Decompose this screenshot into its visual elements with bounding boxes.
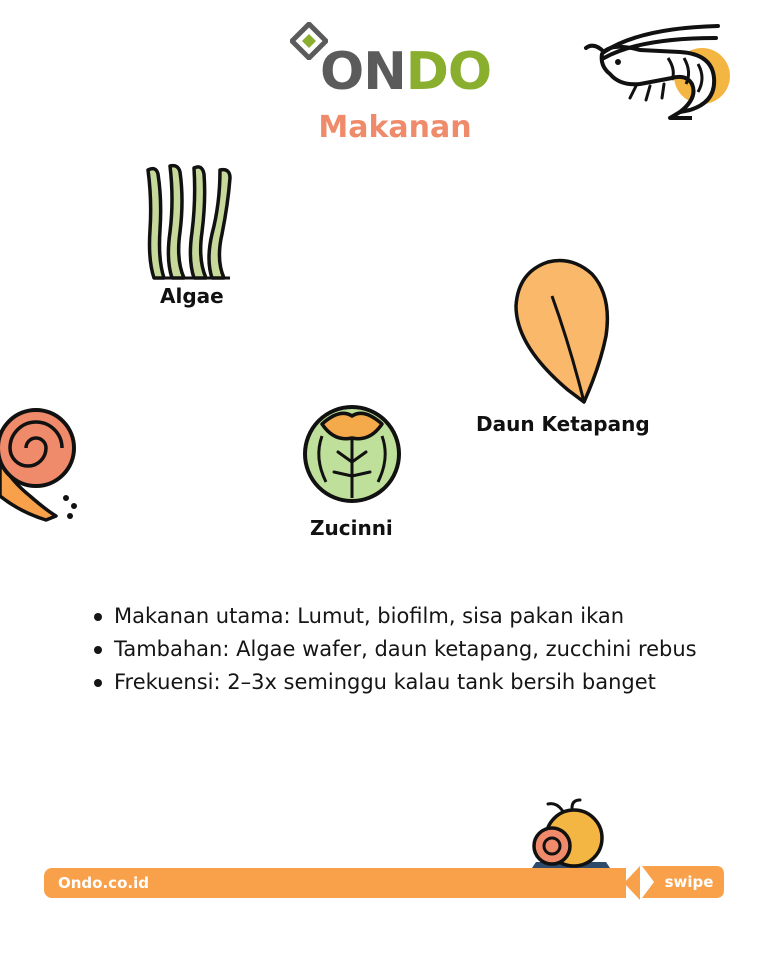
logo-text-green: DO: [405, 42, 492, 102]
list-item: Tambahan: Algae wafer, daun ketapang, zucchini rebus: [94, 633, 704, 666]
list-item: Makanan utama: Lumut, biofilm, sisa pakan ikan: [94, 600, 704, 633]
shrimp-icon: [580, 14, 730, 124]
cabbage-icon: [300, 402, 404, 504]
zucinni-label: Zucinni: [310, 516, 393, 540]
daun-ketapang-label: Daun Ketapang: [476, 412, 650, 436]
leaf-icon: [508, 256, 616, 408]
algae-icon: [140, 160, 244, 284]
footer-site-link[interactable]: Ondo.co.id: [58, 874, 149, 892]
list-item: Frekuensi: 2–3x seminggu kalau tank bersih banget: [94, 666, 704, 699]
brand-logo: [290, 22, 490, 102]
swipe-label: swipe: [664, 873, 714, 891]
algae-label: Algae: [160, 284, 224, 308]
logo-wordmark: [320, 42, 492, 102]
logo-text-dark: ON: [320, 42, 406, 102]
snail-icon: [0, 400, 84, 524]
info-list: [94, 600, 704, 699]
page-title: Makanan: [318, 110, 472, 145]
small-snail-icon: [526, 798, 614, 870]
